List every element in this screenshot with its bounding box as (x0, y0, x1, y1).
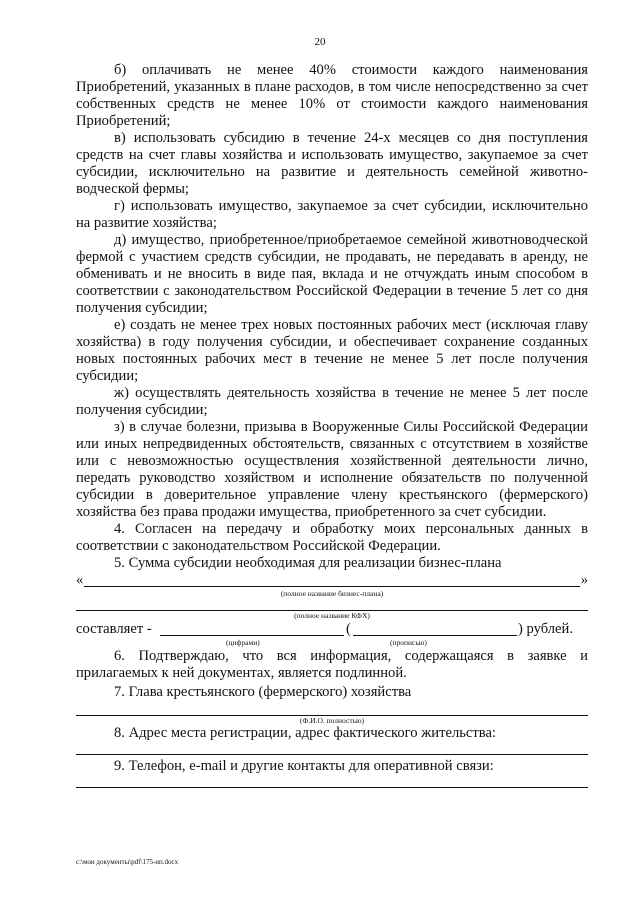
quote-close: » (580, 572, 588, 588)
business-plan-field-row (76, 572, 588, 589)
amount-words-field[interactable] (353, 635, 517, 636)
clause-zh: ж) осуществлять деятельность хозяйства в течение не менее 5 лет после получения субсидии; (76, 385, 588, 418)
head-fio-label: (Ф.И.О. полностью) (299, 716, 365, 725)
head-fio-field[interactable] (76, 701, 588, 716)
amount-paren-open: ( (346, 621, 351, 637)
page-number: 20 (314, 36, 326, 48)
clause-d: д) имущество, приобретенное/приобретаемое семейной животноводческой фермой с участием средств субсидии, не продавать, не передавать в аренду, не обменивать и не вносить в виде пая, вклада и не отчуждать иным способом в соответствии с законодательством Российской Федерации в течение 5 лет со дня получения субсидии; (76, 232, 588, 316)
clause-z: з) в случае болезни, призыва в Вооруженные Силы Российской Федерации или иных непредвиденных обстоятельств, связанных с отсутствием в хозяйстве или с невозможностью осуществления хозяйственной деятельности лично, передать руководство хозяйством и исполнение обязательств по полученной субсидии в доверительное управление члену крестьянского (фермерского) хозяйства без права продажи имущества, приобретенного за счет субсидии. (76, 419, 588, 520)
item-5-text: 5. Сумма субсидии необходимая для реализации бизнес-плана (114, 555, 502, 571)
item-8-text: 8. Адрес места регистрации, адрес фактического жительства: (114, 725, 496, 741)
contacts-field[interactable] (76, 775, 588, 788)
item-6-confirmation: 6. Подтверждаю, что вся информация, содержащаяся в заявке и прилагаемых к ней документах, является подлинной. (76, 648, 588, 681)
item-9-text: 9. Телефон, e-mail и другие контакты для оперативной связи: (114, 758, 494, 774)
amount-words-label: (прописью) (390, 638, 427, 647)
amount-digits-label: (цифрами) (226, 638, 260, 647)
clause-v: в) использовать субсидию в течение 24-х месяцев со дня поступления средств на счет главы хозяйства и использовать имущество, закупаемое за счет субсидии, исключительно на развитие и деятельность семейной животно-водческой фермы; (76, 130, 588, 197)
amount-prefix: составляет - (76, 621, 152, 637)
clause-b: б) оплачивать не менее 40% стоимости каждого наименования Приобретений, указанных в плане расходов, в том числе непосредственно за счет собственных средств не менее 10% от стоимости каждого наименования Приобретений; (76, 62, 588, 129)
kfh-name-label: (полное название КФХ) (294, 611, 370, 620)
business-plan-label: (полное название бизнес-плана) (280, 589, 384, 598)
quote-open: « (76, 572, 84, 588)
amount-suffix: ) рублей. (518, 621, 573, 637)
amount-labels (76, 638, 588, 648)
clause-e: е) создать не менее трех новых постоянных рабочих мест (исключая главу хозяйства) в году получения субсидии, и обеспечивает сохранение созданных новых постоянных рабочих мест в течение не менее 5 лет после получения субсидии; (76, 317, 588, 384)
amount-row (76, 620, 588, 638)
clause-g: г) использовать имущество, закупаемое за счет субсидии, исключительно на развитие хозяйства; (76, 198, 588, 231)
footer-file-path: c:\мои документы\pdf\175-ип.docx (76, 858, 179, 866)
item-7-text: 7. Глава крестьянского (фермерского) хозяйства (114, 684, 412, 700)
item-4-consent: 4. Согласен на передачу и обработку моих персональных данных в соответствии с законодательством Российской Федерации. (76, 521, 588, 554)
address-field[interactable] (76, 742, 588, 755)
document-body (76, 62, 588, 788)
kfh-name-field[interactable] (76, 598, 588, 611)
amount-digits-field[interactable] (160, 635, 344, 636)
business-plan-field[interactable] (84, 586, 580, 587)
